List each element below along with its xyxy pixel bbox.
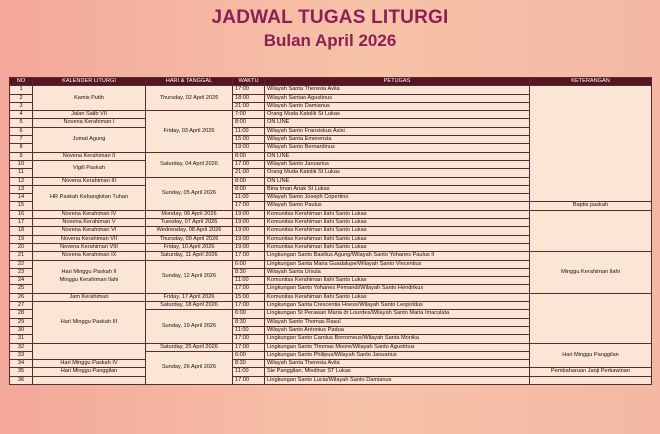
officer-cell: Lingkungan Santo Lucia/Wilayah Santo Damianus (265, 376, 530, 384)
note-cell (530, 86, 652, 202)
officer-cell: Wilayah Santo Paulus (265, 202, 530, 210)
officer-cell: Wilayah Santo Joseph Copertino (265, 194, 530, 202)
officer-cell: Orang Muda Katolik St Lukas (265, 111, 530, 119)
liturgy-cell: Novena Kerahiman VII (33, 235, 146, 243)
officer-cell: Wilayah Santao Agustinus (265, 94, 530, 102)
date-cell: Sunday, 26 April 2026 (146, 351, 233, 384)
row-no: 36 (10, 376, 33, 384)
time-cell: 8:30 (233, 318, 265, 326)
date-cell: Friday, 10 April 2026 (146, 243, 233, 251)
row-no: 25 (10, 285, 33, 293)
officer-cell: Wilayah Santa Emerensia (265, 136, 530, 144)
note-cell: Minggu Kerahiman Ilahi (530, 252, 652, 293)
liturgy-cell: Hari Minggu Panggilan (33, 368, 146, 376)
date-cell: Saturday, 18 April 2026 (146, 302, 233, 310)
officer-cell: Wilayah Santa Theresia Avila (265, 360, 530, 368)
liturgy-cell: HR Paskah Kebangkitan Tuhan (33, 185, 146, 210)
row-no: 14 (10, 194, 33, 202)
liturgy-cell: Vigili Paskah (33, 160, 146, 177)
row-no: 9 (10, 152, 33, 160)
liturgy-cell: Novena Kerahiman VI (33, 227, 146, 235)
time-cell: 19:00 (233, 227, 265, 235)
time-cell: 11:00 (233, 127, 265, 135)
row-no: 24 (10, 277, 33, 285)
table-row (10, 368, 652, 376)
table-row (10, 86, 652, 94)
row-no: 10 (10, 160, 33, 168)
time-cell: 19:00 (233, 219, 265, 227)
liturgy-cell: Novena Kerahiman IX (33, 252, 146, 260)
row-no: 29 (10, 318, 33, 326)
time-cell: 17:00 (233, 285, 265, 293)
officer-cell: ON LINE (265, 119, 530, 127)
date-cell: Friday, 17 April 2026 (146, 293, 233, 301)
officer-cell: Orang Muda Katolik St Lukas (265, 169, 530, 177)
note-cell: Hari Minggu Panggilan (530, 343, 652, 368)
time-cell: 17:00 (233, 252, 265, 260)
row-no: 19 (10, 235, 33, 243)
officer-cell: Komunitas Kerahiman Ilahi Santo Lukas (265, 227, 530, 235)
row-no: 16 (10, 210, 33, 218)
officer-cell: ON LINE (265, 152, 530, 160)
date-cell: Monday, 06 April 2026 (146, 210, 233, 218)
time-cell: 8:30 (233, 268, 265, 276)
time-cell: 8:30 (233, 360, 265, 368)
row-no: 1 (10, 86, 33, 94)
date-cell: Saturday, 25 April 2026 (146, 343, 233, 351)
time-cell: 17:00 (233, 343, 265, 351)
row-no: 2 (10, 94, 33, 102)
liturgy-cell: Jam Kerahiman (33, 293, 146, 301)
officer-cell: Lingkungan Santo Philipus/Wilayah Santo Januarius (265, 351, 530, 359)
table-row (10, 252, 652, 260)
liturgy-cell (33, 376, 146, 384)
liturgy-cell: Novena Kerahiman V (33, 219, 146, 227)
officer-cell: Wilayah Santa Theresia Avila (265, 86, 530, 94)
header-date: HARI & TANGGAL (146, 78, 233, 86)
row-no: 35 (10, 368, 33, 376)
row-no: 3 (10, 102, 33, 110)
schedule-table (9, 77, 652, 385)
page-title: JADWAL TUGAS LITURGI (211, 7, 449, 28)
date-cell: Friday, 03 April 2026 (146, 111, 233, 152)
note-cell: Pembaharuan Janji Perkawinan (530, 368, 652, 376)
liturgy-line: Minggu Kerahiman Ilahi (59, 276, 119, 283)
header-liturgy: KALENDER LITURGI (33, 78, 146, 86)
header-note: KETERANGAN (530, 78, 652, 86)
note-cell (530, 293, 652, 343)
row-no: 22 (10, 260, 33, 268)
time-cell: 18:00 (233, 94, 265, 102)
officer-cell: Wilayah Santo Antonius Padua (265, 326, 530, 334)
liturgy-cell: Novena Kerahiman IV (33, 210, 146, 218)
officer-cell: Wilayah Santo Fransiskus Asisi (265, 127, 530, 135)
officer-cell: Wilayah Santa Ursula (265, 268, 530, 276)
row-no: 23 (10, 268, 33, 276)
officer-cell: Wilayah Santo Januarius (265, 160, 530, 168)
time-cell: 17:00 (233, 86, 265, 94)
date-cell: Sunday, 12 April 2026 (146, 260, 233, 293)
time-cell: 11:00 (233, 194, 265, 202)
row-no: 11 (10, 169, 33, 177)
table-header-row (10, 78, 652, 86)
time-cell: 6:00 (233, 310, 265, 318)
officer-cell: Bina Iman Anak St Lukas (265, 185, 530, 193)
time-cell: 17:00 (233, 160, 265, 168)
time-cell: 15:00 (233, 293, 265, 301)
row-no: 13 (10, 185, 33, 193)
note-cell (530, 210, 652, 251)
row-no: 27 (10, 302, 33, 310)
row-no: 8 (10, 144, 33, 152)
liturgy-cell: Jumat Agung (33, 127, 146, 152)
time-cell: 8:00 (233, 185, 265, 193)
date-cell: Thursday, 09 April 2026 (146, 235, 233, 243)
row-no: 28 (10, 310, 33, 318)
row-no: 32 (10, 343, 33, 351)
liturgy-cell: Jalan Salib VII (33, 111, 146, 119)
officer-cell: Komunitas Kerahiman Ilahi Santo Lukas (265, 243, 530, 251)
row-no: 30 (10, 326, 33, 334)
row-no: 6 (10, 127, 33, 135)
row-no: 33 (10, 351, 33, 359)
liturgy-cell: Hari Minggu Paskah III (33, 302, 146, 343)
time-cell: 11:00 (233, 277, 265, 285)
row-no: 34 (10, 360, 33, 368)
table-row (10, 293, 652, 301)
row-no: 5 (10, 119, 33, 127)
date-cell: Saturday, 04 April 2026 (146, 152, 233, 177)
time-cell: 6:00 (233, 260, 265, 268)
table-row (10, 343, 652, 351)
liturgy-cell: Novena Kerahiman VIII (33, 243, 146, 251)
time-cell: 19:00 (233, 144, 265, 152)
officer-cell: Lingkungan Santo Thomas Moore/Wilayah Santo Agustinus (265, 343, 530, 351)
time-cell: 19:00 (233, 210, 265, 218)
time-cell: 6:00 (233, 351, 265, 359)
table-row (10, 210, 652, 218)
date-cell: Saturday, 11 April 2026 (146, 252, 233, 260)
date-cell: Sunday, 19 April 2026 (146, 310, 233, 343)
header-no: NO (10, 78, 33, 86)
time-cell: 11:00 (233, 326, 265, 334)
row-no: 18 (10, 227, 33, 235)
liturgy-cell: Novena Kerahiman III (33, 177, 146, 185)
header-officer: PETUGAS (265, 78, 530, 86)
date-cell: Thursday, 02 April 2026 (146, 86, 233, 111)
row-no: 21 (10, 252, 33, 260)
liturgy-cell (33, 343, 146, 360)
date-cell: Tuesday, 07 April 2026 (146, 219, 233, 227)
officer-cell: Lingkungan Santa Maria Guadalupe/Wilayah Santo Vincentius (265, 260, 530, 268)
officer-cell: Komunitas Kerahiman Ilahi Santo Lukas (265, 277, 530, 285)
officer-cell: Sie Panggilan, Misdinar ST Lukas (265, 368, 530, 376)
officer-cell: Lingkungan Santo Yohanes Pemandi/Wilayah Santo Hendrikus (265, 285, 530, 293)
liturgy-cell: Kamis Putih (33, 86, 146, 111)
time-cell: 21:00 (233, 169, 265, 177)
officer-cell: Wilayah Santo Thomas Rasul (265, 318, 530, 326)
officer-cell: Lingkungan Santo Basilius Agung/Wilayah Santo Yohanes Paulus II (265, 252, 530, 260)
time-cell: 8:00 (233, 177, 265, 185)
liturgy-cell: Novena Kerahiman II (33, 152, 146, 160)
liturgy-line: Hari Minggu Paskah II (61, 269, 117, 276)
table-row (10, 376, 652, 384)
time-cell: 17:00 (233, 335, 265, 343)
time-cell: 19:00 (233, 243, 265, 251)
note-cell: Baptis paskah (530, 202, 652, 210)
liturgy-cell: Hari Minggu Paskah IV (33, 360, 146, 368)
officer-cell: ON LINE (265, 177, 530, 185)
liturgy-cell (33, 260, 146, 293)
time-cell: 19:00 (233, 235, 265, 243)
officer-cell: Komunitas Kerahiman Ilahi Santo Lukas (265, 210, 530, 218)
row-no: 17 (10, 219, 33, 227)
time-cell: 17:00 (233, 302, 265, 310)
officer-cell: Komunitas Kerahiman Ilahi Santo Lukas (265, 219, 530, 227)
liturgy-cell: Novena Kerahiman I (33, 119, 146, 127)
time-cell: 17:00 (233, 202, 265, 210)
officer-cell: Lingkungan Santo Carolus Borromeus/Wilayah Santa Monika (265, 335, 530, 343)
row-no: 20 (10, 243, 33, 251)
time-cell: 8:00 (233, 119, 265, 127)
time-cell: 17:00 (233, 376, 265, 384)
officer-cell: Wilayah Santo Damianus (265, 102, 530, 110)
time-cell: 21:00 (233, 102, 265, 110)
date-cell: Wednesday, 08 April 2026 (146, 227, 233, 235)
officer-cell: Wilayah Santo Bernardinus (265, 144, 530, 152)
time-cell: 7:00 (233, 111, 265, 119)
header-time: WAKTU (233, 78, 265, 86)
row-no: 7 (10, 136, 33, 144)
time-cell: 8:00 (233, 152, 265, 160)
officer-cell: Lingkungan Santa Crescentia Hoess/Wilayah Santo Leopoldus (265, 302, 530, 310)
date-cell: Sunday, 05 April 2026 (146, 177, 233, 210)
row-no: 26 (10, 293, 33, 301)
note-cell (530, 376, 652, 384)
officer-cell: Komunitas Kerahiman Ilahi Santo Lukas (265, 235, 530, 243)
page-subtitle: Bulan April 2026 (263, 31, 397, 50)
time-cell: 15:00 (233, 136, 265, 144)
officer-cell: Komunitas Kerahiman Ilahi Santo Lukas (265, 293, 530, 301)
row-no: 15 (10, 202, 33, 210)
officer-cell: Lingkungan St Perawan Maria dr Lourdes/Wilayah Santo Maria Imaculata (265, 310, 530, 318)
row-no: 12 (10, 177, 33, 185)
row-no: 4 (10, 111, 33, 119)
time-cell: 11:00 (233, 368, 265, 376)
row-no: 31 (10, 335, 33, 343)
